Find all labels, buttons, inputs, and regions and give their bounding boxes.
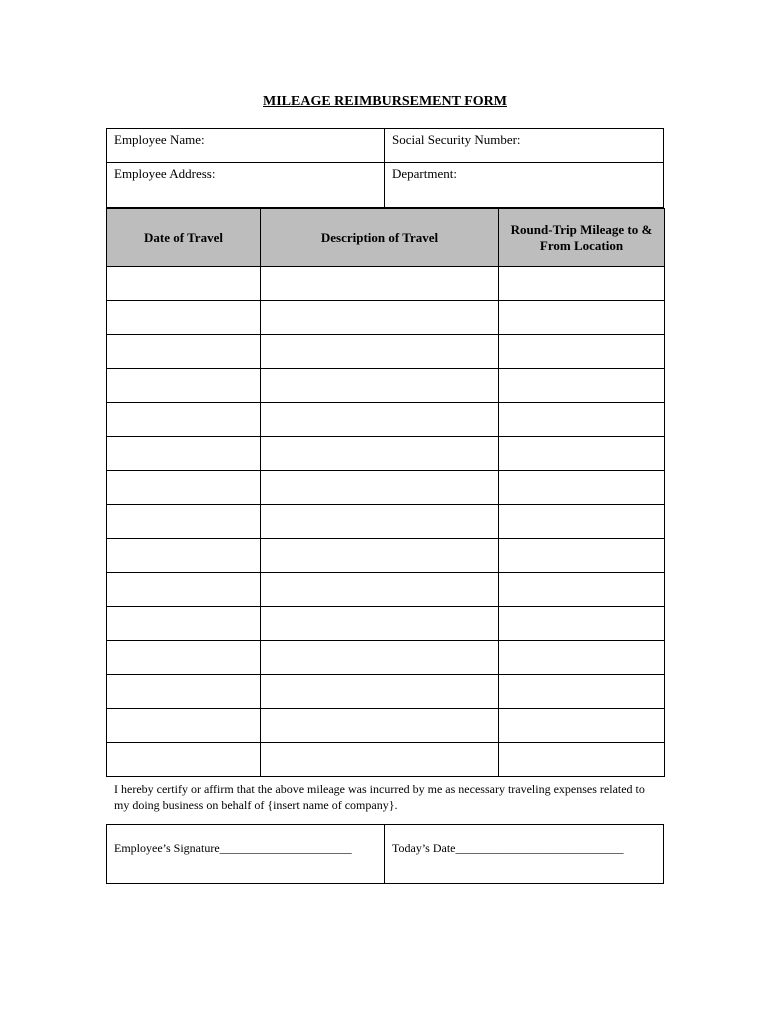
date-of-travel-cell[interactable] [107,573,261,607]
todays-date-field[interactable] [392,841,623,856]
table-row [107,743,665,777]
date-of-travel-cell[interactable] [107,743,261,777]
description-of-travel-cell[interactable] [261,573,499,607]
description-of-travel-cell[interactable] [261,437,499,471]
mileage-cell[interactable] [499,539,665,573]
ssn-field[interactable] [385,129,663,162]
travel-table [106,208,665,777]
description-of-travel-cell[interactable] [261,505,499,539]
form-title: MILEAGE REIMBURSEMENT FORM [263,94,507,109]
date-of-travel-cell[interactable] [107,709,261,743]
date-of-travel-cell[interactable] [107,403,261,437]
table-row [107,403,665,437]
table-row [107,369,665,403]
table-row [107,267,665,301]
mileage-cell[interactable] [499,403,665,437]
employee-info-box [106,128,664,208]
table-row [107,641,665,675]
date-of-travel-cell[interactable] [107,607,261,641]
mileage-cell[interactable] [499,573,665,607]
signature-divider [384,825,385,883]
description-of-travel-cell[interactable] [261,403,499,437]
date-of-travel-cell[interactable] [107,675,261,709]
table-row [107,335,665,369]
department-field[interactable] [385,163,663,207]
ssn-label: Social Security Number: [392,132,521,147]
date-of-travel-cell[interactable] [107,539,261,573]
description-of-travel-cell[interactable] [261,607,499,641]
mileage-cell[interactable] [499,335,665,369]
table-row [107,301,665,335]
mileage-cell[interactable] [499,267,665,301]
table-row [107,675,665,709]
table-row [107,437,665,471]
header-round-trip-mileage-text: Round-Trip Mileage to & From Location [510,221,653,253]
description-of-travel-cell[interactable] [261,471,499,505]
travel-table-header [107,209,665,267]
date-of-travel-cell[interactable] [107,369,261,403]
table-row [107,607,665,641]
description-of-travel-cell[interactable] [261,301,499,335]
header-round-trip-mileage [499,209,665,267]
date-of-travel-cell[interactable] [107,335,261,369]
mileage-cell[interactable] [499,675,665,709]
header-description-of-travel: Description of Travel [261,209,499,267]
employee-name-field[interactable] [107,129,384,162]
header-date-of-travel: Date of Travel [107,209,261,267]
mileage-cell[interactable] [499,369,665,403]
mileage-cell[interactable] [499,709,665,743]
table-row [107,471,665,505]
employee-signature-label: Employee’s Signature______________________ [114,841,352,855]
date-of-travel-cell[interactable] [107,301,261,335]
employee-signature-field[interactable] [114,841,352,856]
date-of-travel-cell[interactable] [107,437,261,471]
signature-box [106,824,664,884]
description-of-travel-cell[interactable] [261,267,499,301]
description-of-travel-cell[interactable] [261,539,499,573]
mileage-cell[interactable] [499,471,665,505]
employee-address-field[interactable] [107,163,384,207]
employee-address-label: Employee Address: [114,166,216,181]
table-row [107,573,665,607]
mileage-cell[interactable] [499,743,665,777]
description-of-travel-cell[interactable] [261,675,499,709]
description-of-travel-cell[interactable] [261,743,499,777]
certification-text: I hereby certify or affirm that the above mileage was incurred by me as necessary traveling expenses related to my doing business on behalf of {insert name of company}. [114,782,645,812]
description-of-travel-cell[interactable] [261,709,499,743]
description-of-travel-cell[interactable] [261,369,499,403]
date-of-travel-cell[interactable] [107,471,261,505]
date-of-travel-cell[interactable] [107,641,261,675]
table-row [107,539,665,573]
date-of-travel-cell[interactable] [107,267,261,301]
date-of-travel-cell[interactable] [107,505,261,539]
table-row [107,505,665,539]
mileage-cell[interactable] [499,437,665,471]
todays-date-label: Today’s Date____________________________ [392,841,624,855]
mileage-cell[interactable] [499,641,665,675]
mileage-cell[interactable] [499,505,665,539]
mileage-cell[interactable] [499,607,665,641]
description-of-travel-cell[interactable] [261,335,499,369]
employee-name-label: Employee Name: [114,132,205,147]
department-label: Department: [392,166,457,181]
description-of-travel-cell[interactable] [261,641,499,675]
table-row [107,709,665,743]
mileage-cell[interactable] [499,301,665,335]
